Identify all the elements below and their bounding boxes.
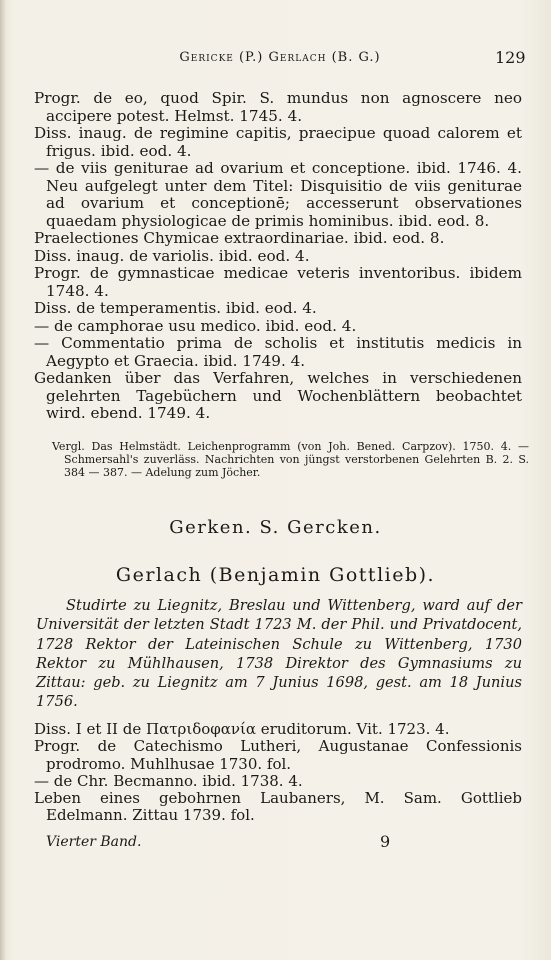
bibliography-entry: Gedanken über das Verfahren, welches in verschiedenen gelehrten Tagebüchern und Wochenblättern beobachtet wird. ebend. 1749. 4. (34, 369, 522, 422)
bibliography-entry: — de viis geniturae ad ovarium et conceptione. ibid. 1746. 4. Neu aufgelegt unter dem Titel: Disquisitio de viis geniturae ad ovarium et conceptionē; accesserunt observationes quaedam physiologicae de primis hominibus. ibid. eod. 8. (34, 159, 522, 230)
bibliography-entry: — Commentatio prima de scholis et institutis medicis in Aegypto et Graecia. ibid. 1749. 4. (34, 334, 522, 370)
biography-paragraph: Studirte zu Liegnitz, Breslau und Wittenberg, ward auf der Universität der letzten Stadt 1723 M. der Phil. und Privatdocent, 1728 Rektor der Lateinischen Schule zu Wittenberg, 1730 Rektor zu Mühlhausen, 1738 Direktor des Gymnasiums zu Zittau: geb. zu Liegnitz am 7 Junius 1698, gest. am 18 Junius 1756. (36, 597, 522, 711)
bibliography-entries-gerlach (34, 721, 522, 825)
page-number: 129 (495, 48, 526, 67)
bibliography-entry: Diss. de temperamentis. ibid. eod. 4. (34, 299, 317, 317)
signature-mark: Vierter Band. (46, 834, 142, 850)
page-gutter-shadow (0, 0, 6, 960)
bibliography-entry: Progr. de Catechismo Lutheri, Augustanae Confessionis prodromo. Muhlhusae 1730. fol. (34, 737, 522, 773)
bibliography-entry: — de camphorae usu medico. ibid. eod. 4. (34, 316, 357, 335)
bibliography-entries-gericke (34, 90, 522, 423)
running-header: Gericke (P.) Gerlach (B. G.) (179, 50, 381, 65)
bibliography-entry: Diss. inaug. de regimine capitis, praecipue quoad calorem et frigus. ibid. eod. 4. (34, 124, 522, 160)
bibliography-entry: Progr. de eo, quod Spir. S. mundus non agnoscere neo accipere potest. Helmst. 1745. 4. (34, 89, 522, 125)
bibliography-entry: — de Chr. Becmanno. ibid. 1738. 4. (34, 771, 303, 790)
cross-reference-heading: Gerken. S. Gercken. (169, 517, 382, 538)
bibliography-entry: Diss. inaug. de variolis. ibid. eod. 4. (34, 246, 310, 265)
entry-heading: Gerlach (Benjamin Gottlieb). (115, 564, 436, 586)
bibliography-entry: Diss. I et II de Πατριδοφανία eruditorum. Vit. 1723. 4. (34, 720, 450, 738)
signature-number: 9 (380, 832, 391, 851)
bibliography-entry: Praelectiones Chymicae extraordinariae. ibid. eod. 8. (34, 229, 445, 247)
bibliography-entry: Leben eines gebohrnen Laubaners, M. Sam. Gottlieb Edelmann. Zittau 1739. fol. (34, 789, 522, 825)
bibliography-entry: Progr. de gymnasticae medicae veteris inventoribus. ibidem 1748. 4. (34, 264, 522, 300)
reference-note: Vergl. Das Helmstädt. Leichenprogramm (von Joh. Bened. Carpzov). 1750. 4. — Schmersahl's zuverläss. Nachrichten von jüngst verstorbenen Gelehrten B. 2. S. 384 — 387. — Adelung zum Jöcher. (52, 440, 529, 480)
